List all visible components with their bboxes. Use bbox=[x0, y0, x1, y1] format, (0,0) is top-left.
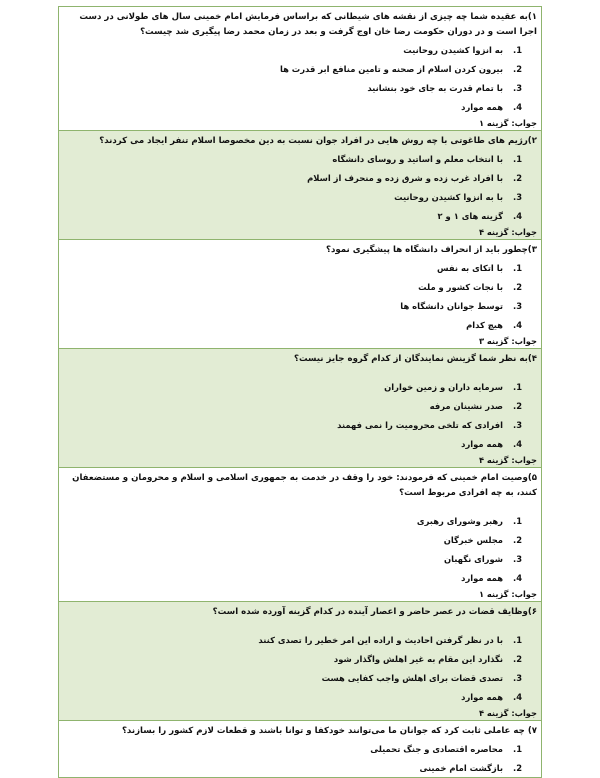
quiz-sheet bbox=[58, 6, 542, 778]
option-text: گزینه های ۱ و ۲ bbox=[437, 210, 503, 221]
option bbox=[65, 149, 537, 168]
question-block bbox=[58, 130, 542, 239]
option-number: 2. bbox=[513, 534, 523, 545]
option-text: با تمام قدرت به جای خود بنشانید bbox=[367, 82, 503, 93]
answer-text: جواب: گزینه ۴ bbox=[478, 708, 537, 718]
option-text: با به انزوا کشیدن روحانیت bbox=[394, 191, 503, 202]
option-text: به انزوا کشیدن روحانیت bbox=[403, 44, 503, 55]
option bbox=[65, 315, 537, 334]
option bbox=[65, 396, 537, 415]
option bbox=[65, 78, 537, 97]
option-text: هیچ کدام bbox=[466, 319, 503, 330]
option bbox=[65, 97, 537, 116]
option-number: 3. bbox=[513, 82, 523, 93]
option-number: 3. bbox=[513, 672, 523, 683]
option-text: توسط جوانان دانشگاه ها bbox=[400, 300, 503, 311]
question-block bbox=[58, 239, 542, 348]
option-number: 3. bbox=[513, 553, 523, 564]
question-text: ۲)رژیم های طاغوتی با چه روش هایی در افراد جوان نسبت به دین مخصوصا اسلام تنفر ایجاد می کردند؟ bbox=[99, 136, 537, 146]
option bbox=[65, 649, 537, 668]
option-text: همه موارد bbox=[461, 572, 503, 583]
question-text: ۶)وظایف قضات در عصر حاضر و اعصار آینده در کدام گزینه آورده شده است؟ bbox=[212, 607, 537, 617]
option-number: 1. bbox=[513, 262, 523, 273]
option bbox=[65, 277, 537, 296]
spacer bbox=[65, 620, 537, 630]
option bbox=[65, 568, 537, 587]
option-number: 2. bbox=[513, 281, 523, 292]
option-number: 1. bbox=[513, 634, 523, 645]
option-text: صدر نشینان مرفه bbox=[429, 400, 503, 411]
question-block bbox=[58, 348, 542, 467]
option-text: همه موارد bbox=[461, 691, 503, 702]
option-number: 3. bbox=[513, 419, 523, 430]
question-block bbox=[58, 601, 542, 720]
question-block bbox=[58, 720, 542, 778]
option-number: 1. bbox=[513, 153, 523, 164]
option-text: همه موارد bbox=[461, 101, 503, 112]
option-text: با در نظر گرفتن احادیث و اراده این امر خطیر را تصدی کنند bbox=[258, 634, 503, 645]
answer-text: جواب: گزینه ۳ bbox=[478, 336, 537, 346]
option-text: تصدی قضات برای اهلش واجب کفایی هست bbox=[321, 672, 503, 683]
option-number: 4. bbox=[513, 572, 523, 583]
option-text: نگذارد این مقام به غیر اهلش واگذار شود bbox=[333, 653, 503, 664]
option-number: 3. bbox=[513, 300, 523, 311]
question-text: ۳)چطور باید از انحراف دانشگاه ها پیشگیری نمود؟ bbox=[326, 245, 537, 255]
option bbox=[65, 668, 537, 687]
option-number: 4. bbox=[513, 210, 523, 221]
option-number: 4. bbox=[513, 691, 523, 702]
option-number: 4. bbox=[513, 101, 523, 112]
option-text: بیرون کردن اسلام از صحنه و تامین منافع ابر قدرت ها bbox=[279, 63, 503, 74]
option bbox=[65, 59, 537, 78]
question-text: ۱)به عقیده شما چه چیزی از نقشه های شیطانی که براساس فرمایش امام خمینی سال های طولانی در دست اجرا است و در دوران حکومت رضا خان اوج گرفت و بعد در زمان محمد رضا پیگیری شد چیست؟ bbox=[79, 12, 537, 37]
option-text: همه موارد bbox=[461, 438, 503, 449]
option-number: 3. bbox=[513, 191, 523, 202]
option bbox=[65, 434, 537, 453]
answer-text: جواب: گزینه ۴ bbox=[478, 227, 537, 237]
answer-text: جواب: گزینه ۱ bbox=[478, 589, 537, 599]
option-text: شورای نگهبان bbox=[443, 553, 503, 564]
spacer bbox=[65, 367, 537, 377]
option bbox=[65, 630, 537, 649]
option bbox=[65, 168, 537, 187]
option-text: مجلس خبرگان bbox=[443, 534, 503, 545]
option-number: 2. bbox=[513, 400, 523, 411]
option-number: 2. bbox=[513, 172, 523, 183]
option-text: با انتخاب معلم و اساتید و روسای دانشگاه bbox=[332, 153, 503, 164]
option bbox=[65, 739, 537, 758]
option-text: بازگشت امام خمینی bbox=[419, 762, 503, 773]
option bbox=[65, 187, 537, 206]
option-text: با اتکای به نفس bbox=[437, 262, 503, 273]
option-number: 1. bbox=[513, 44, 523, 55]
option-text: با نجات کشور و ملت bbox=[418, 281, 503, 292]
option bbox=[65, 549, 537, 568]
option-number: 4. bbox=[513, 438, 523, 449]
question-text: ۴)به نظر شما گزینش نمایندگان از کدام گروه جایز نیست؟ bbox=[293, 354, 537, 364]
question-block bbox=[58, 467, 542, 601]
option bbox=[65, 511, 537, 530]
question-text: ۵)وصیت امام خمینی که فرمودند: خود را وقف در خدمت به جمهوری اسلامی و اسلام و محرومان و مستضعفان کنند، به چه افرادی مربوط است؟ bbox=[72, 473, 537, 498]
option bbox=[65, 206, 537, 225]
option-number: 4. bbox=[513, 319, 523, 330]
option bbox=[65, 758, 537, 777]
spacer bbox=[65, 501, 537, 511]
option-number: 2. bbox=[513, 653, 523, 664]
option-number: 1. bbox=[513, 743, 523, 754]
option bbox=[65, 377, 537, 396]
question-text: ۷) چه عاملی ثابت کرد که جوانان ما می‌توانند خودکفا و توانا باشند و قطعات لازم کشور را بسازند؟ bbox=[121, 726, 537, 736]
option bbox=[65, 296, 537, 315]
option bbox=[65, 258, 537, 277]
option-text: افرادی که تلخی محرومیت را نمی فهمند bbox=[337, 419, 503, 430]
option-text: سرمایه داران و زمین خواران bbox=[384, 381, 503, 392]
option-text: با افراد غرب زده و شرق زده و منحرف از اسلام bbox=[307, 172, 503, 183]
option bbox=[65, 415, 537, 434]
question-block bbox=[58, 6, 542, 130]
option-number: 1. bbox=[513, 515, 523, 526]
option-text: رهبر وشورای رهبری bbox=[416, 515, 503, 526]
option-number: 2. bbox=[513, 63, 523, 74]
answer-text: جواب: گزینه ۴ bbox=[478, 455, 537, 465]
answer-text: جواب: گزینه ۱ bbox=[478, 118, 537, 128]
option bbox=[65, 687, 537, 706]
option-text: محاصره اقتصادی و جنگ تحمیلی bbox=[370, 743, 503, 754]
option-number: 1. bbox=[513, 381, 523, 392]
option-number: 2. bbox=[513, 762, 523, 773]
option bbox=[65, 530, 537, 549]
option bbox=[65, 40, 537, 59]
